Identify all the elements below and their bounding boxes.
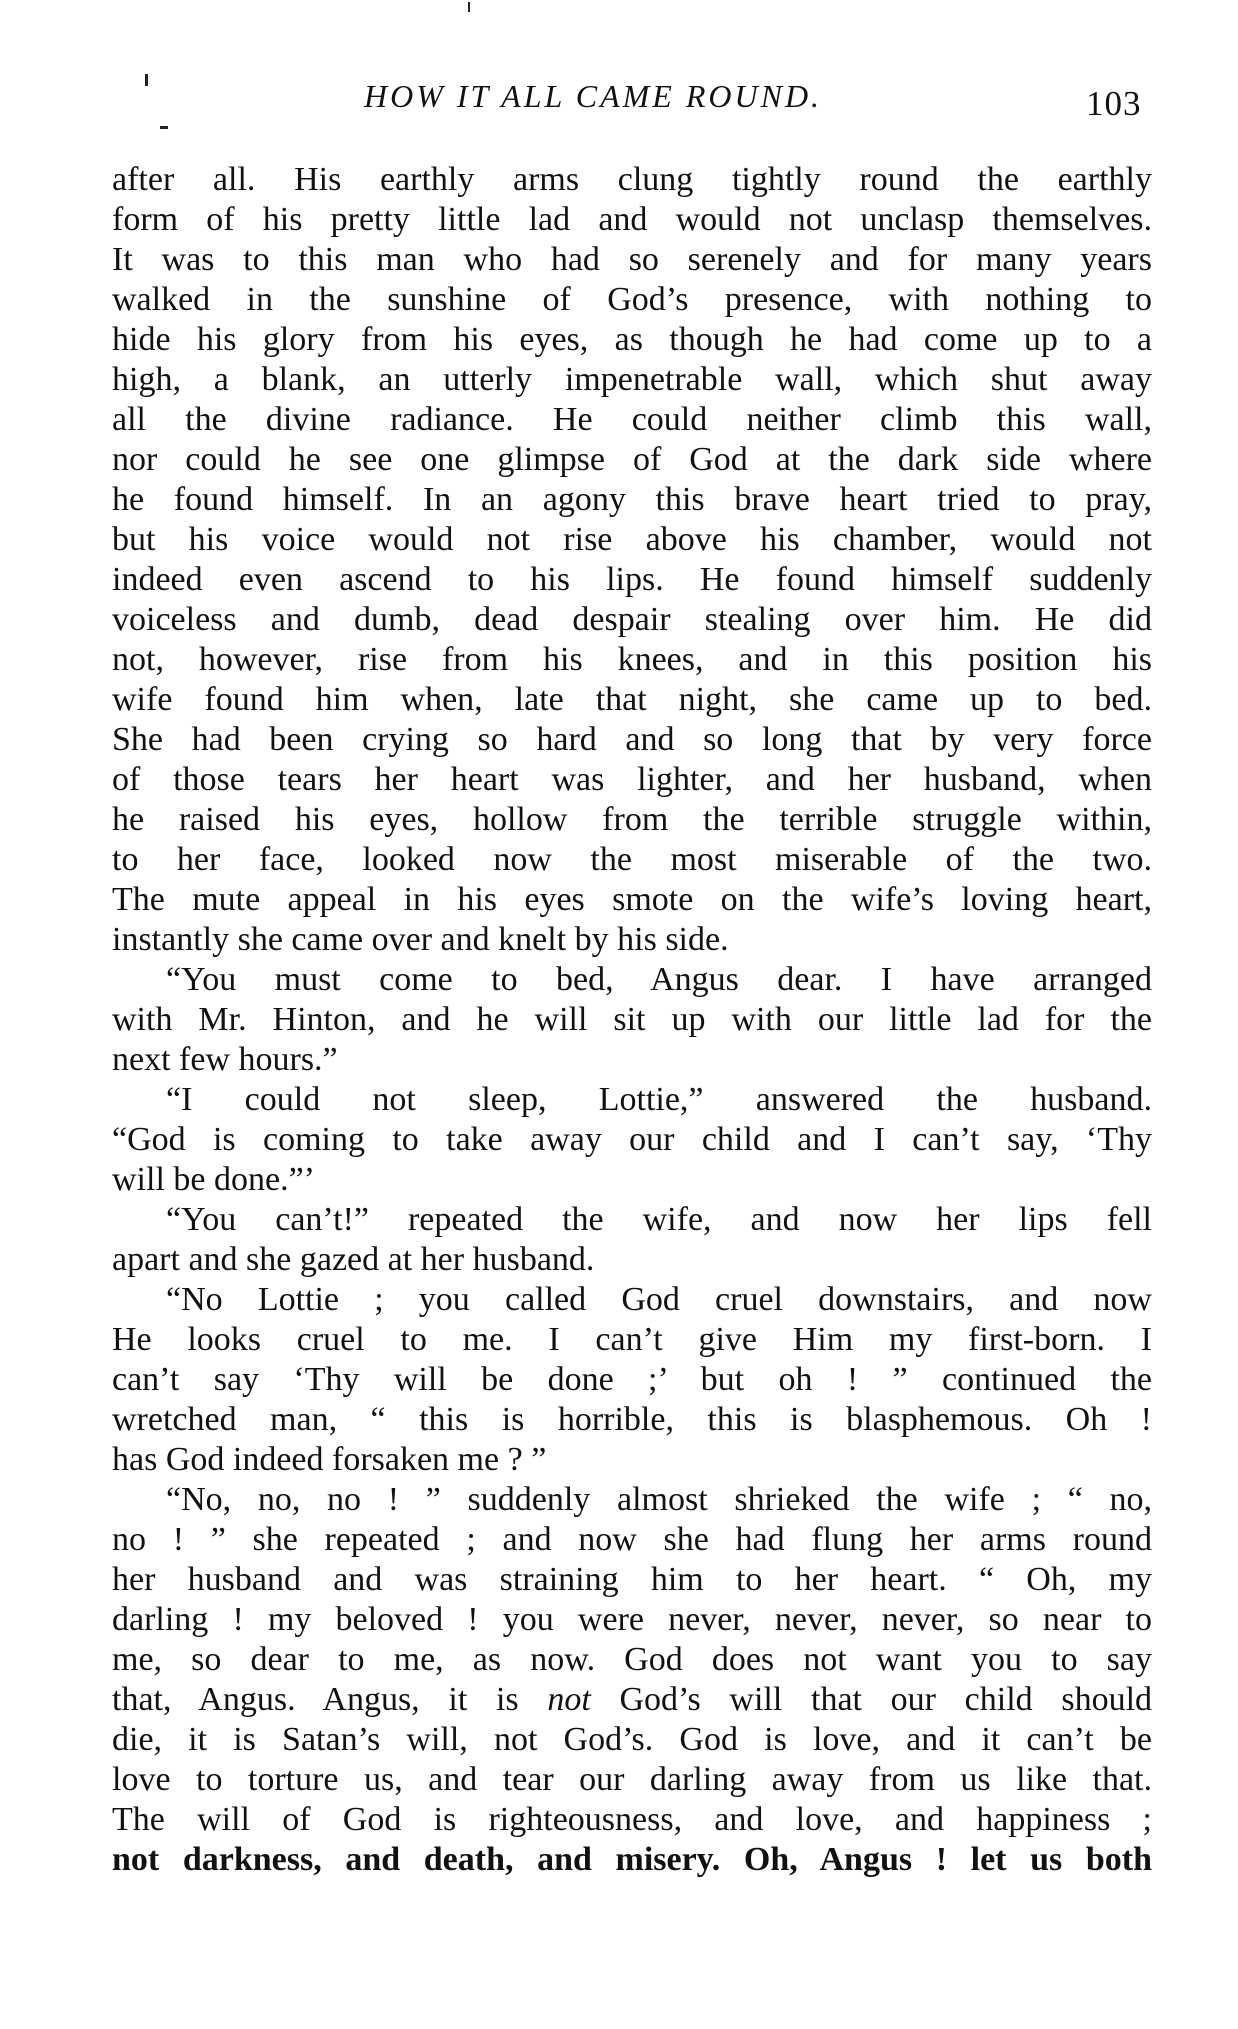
text-line: instantly she came over and knelt by his side. [112, 921, 729, 958]
running-head [0, 78, 1238, 128]
text-line: not, however, rise from his knees, and in this position his [112, 641, 1152, 678]
text-line: It was to this man who had so serenely and for many years [112, 241, 1152, 278]
text-line: all the divine radiance. He could neither climb this wall, [112, 401, 1152, 438]
body-text [112, 160, 1152, 1880]
running-title: HOW IT ALL CAME ROUND. [364, 78, 823, 114]
text-line: will be done.”’ [112, 1161, 315, 1198]
text-line: The will of God is righteousness, and love, and happiness ; [112, 1801, 1152, 1838]
text-line: form of his pretty little lad and would not unclasp themselves. [112, 201, 1152, 238]
text-line: not darkness, and death, and misery. Oh, Angus ! let us both [112, 1841, 1152, 1878]
text-line: apart and she gazed at her husband. [112, 1241, 595, 1278]
text-line: wretched man, “ this is horrible, this is blasphemous. Oh ! [112, 1401, 1152, 1438]
text-line: next few hours.” [112, 1041, 338, 1078]
text-line: with Mr. Hinton, and he will sit up with our little lad for the [112, 1001, 1152, 1038]
text-line: has God indeed forsaken me ? ” [112, 1441, 547, 1478]
text-line: die, it is Satan’s will, not God’s. God is love, and it can’t be [112, 1721, 1152, 1758]
text-line: “No, no, no ! ” suddenly almost shrieked the wife ; “ no, [166, 1481, 1152, 1518]
text-line: hide his glory from his eyes, as though he had come up to a [112, 321, 1152, 358]
text-line: to her face, looked now the most miserable of the two. [112, 841, 1152, 878]
text-line: “I could not sleep, Lottie,” answered the husband. [166, 1081, 1152, 1118]
text-line: her husband and was straining him to her heart. “ Oh, my [112, 1561, 1152, 1598]
text-line: “You must come to bed, Angus dear. I have arranged [166, 961, 1152, 998]
text-line: high, a blank, an utterly impenetrable wall, which shut away [112, 361, 1152, 398]
text-line: The mute appeal in his eyes smote on the wife’s loving heart, [112, 881, 1152, 918]
text-line: “You can’t!” repeated the wife, and now her lips fell [166, 1201, 1152, 1238]
text-line: indeed even ascend to his lips. He found himself suddenly [112, 561, 1152, 598]
text-line: “No Lottie ; you called God cruel downstairs, and now [166, 1281, 1152, 1318]
text-line: no ! ” she repeated ; and now she had flung her arms round [112, 1521, 1152, 1558]
text-line: She had been crying so hard and so long that by very force [112, 721, 1152, 758]
text-line: of those tears her heart was lighter, and her husband, when [112, 761, 1152, 798]
text-line: “God is coming to take away our child and I can’t say, ‘Thy [112, 1121, 1152, 1158]
text-line [112, 1680, 1152, 1720]
text-line: can’t say ‘Thy will be done ;’ but oh ! ” continued the [112, 1361, 1152, 1398]
text-segment: God’s will that our child should [619, 1681, 1153, 1718]
page-number: 103 [1086, 84, 1142, 123]
text-segment: that, Angus. Angus, it is [112, 1681, 519, 1718]
text-line: darling ! my beloved ! you were never, never, never, so near to [112, 1601, 1152, 1638]
text-line: but his voice would not rise above his chamber, would not [112, 521, 1152, 558]
text-line: he raised his eyes, hollow from the terrible struggle within, [112, 801, 1152, 838]
text-line: he found himself. In an agony this brave heart tried to pray, [112, 481, 1152, 518]
text-line: voiceless and dumb, dead despair stealing over him. He did [112, 601, 1152, 638]
text-line: nor could he see one glimpse of God at the dark side where [112, 441, 1152, 478]
text-line: love to torture us, and tear our darling away from us like that. [112, 1761, 1152, 1798]
text-line: wife found him when, late that night, she came up to bed. [112, 681, 1152, 718]
text-line: me, so dear to me, as now. God does not want you to say [112, 1641, 1152, 1678]
print-speck [468, 2, 470, 12]
emphasis-text: not [547, 1681, 591, 1718]
text-line: after all. His earthly arms clung tightly round the earthly [112, 161, 1152, 198]
text-line: He looks cruel to me. I can’t give Him my first-born. I [112, 1321, 1152, 1358]
text-line: walked in the sunshine of God’s presence, with nothing to [112, 281, 1152, 318]
